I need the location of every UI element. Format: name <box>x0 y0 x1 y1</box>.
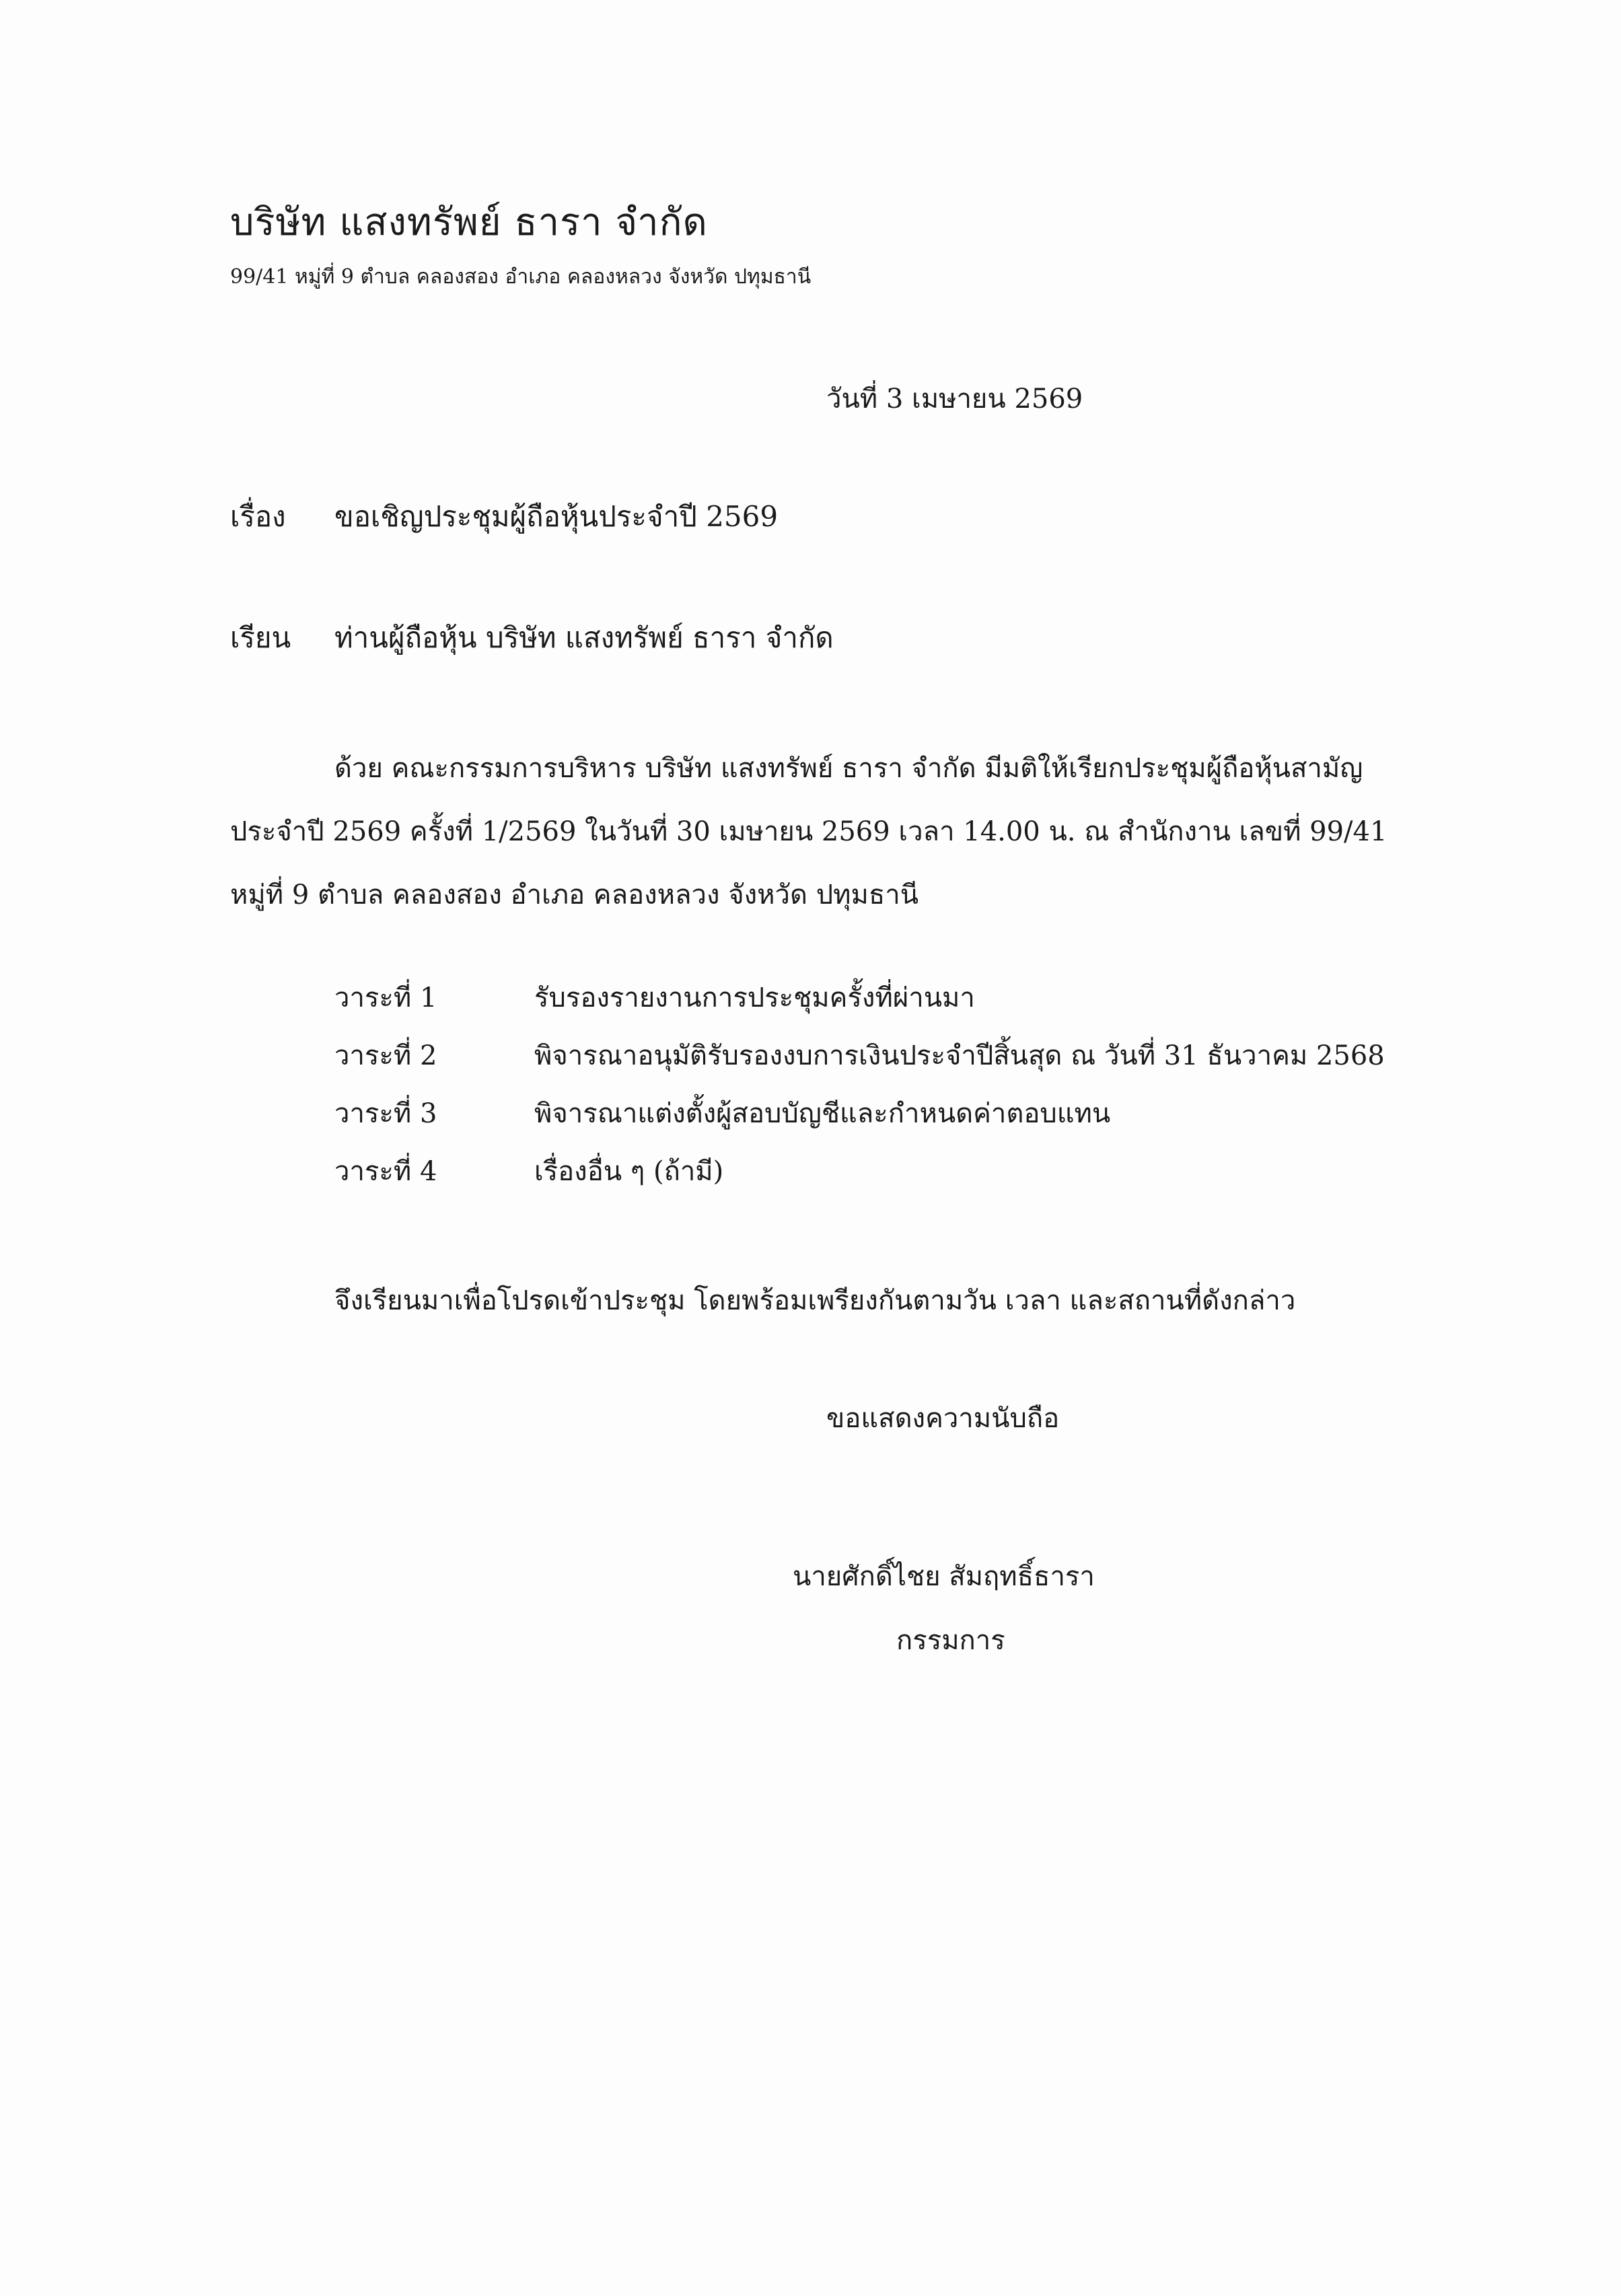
closing-paragraph: จึงเรียนมาเพื่อโปรดเข้าประชุม โดยพร้อมเพรียงกันตามวัน เวลา และสถานที่ดังกล่าว <box>334 1285 1296 1316</box>
recipient-label: เรียน <box>230 621 291 654</box>
company-name: บริษัท แสงทรัพย์ ธารา จำกัด <box>230 201 708 244</box>
complimentary-close: ขอแสดงความนับถือ <box>826 1403 1060 1434</box>
body-line: หมู่ที่ 9 ตำบล คลองสอง อำเภอ คลองหลวง จังหวัด ปทุมธานี <box>230 880 919 910</box>
signer-title: กรรมการ <box>896 1625 1005 1656</box>
agenda-item-text: เรื่องอื่น ๆ (ถ้ามี) <box>534 1156 724 1187</box>
agenda-item-text: พิจารณาแต่งตั้งผู้สอบบัญชีและกำหนดค่าตอบแทน <box>534 1098 1111 1129</box>
letter-date: วันที่ 3 เมษายน 2569 <box>826 384 1083 415</box>
agenda-item-label: วาระที่ 3 <box>334 1098 437 1129</box>
body-line: ประจำปี 2569 ครั้งที่ 1/2569 ในวันที่ 30 เมษายน 2569 เวลา 14.00 น. ณ สำนักงาน เลขที่ 99/41 <box>230 816 1388 847</box>
subject-text: ขอเชิญประชุมผู้ถือหุ้นประจำปี 2569 <box>334 500 779 533</box>
company-address: 99/41 หมู่ที่ 9 ตำบล คลองสอง อำเภอ คลองหลวง จังหวัด ปทุมธานี <box>230 265 812 289</box>
recipient-text: ท่านผู้ถือหุ้น บริษัท แสงทรัพย์ ธารา จำกัด <box>334 621 834 654</box>
body-line: ด้วย คณะกรรมการบริหาร บริษัท แสงทรัพย์ ธารา จำกัด มีมติให้เรียกประชุมผู้ถือหุ้นสามัญ <box>334 753 1363 784</box>
agenda-item-text: รับรองรายงานการประชุมครั้งที่ผ่านมา <box>534 982 975 1013</box>
signer-name: นายศักดิ์ไชย สัมฤทธิ์ธารา <box>793 1561 1095 1592</box>
agenda-item-label: วาระที่ 1 <box>334 982 437 1013</box>
agenda-item-label: วาระที่ 4 <box>334 1156 437 1187</box>
agenda-item-text: พิจารณาอนุมัติรับรองงบการเงินประจำปีสิ้นสุด ณ วันที่ 31 ธันวาคม 2568 <box>534 1040 1385 1071</box>
agenda-item-label: วาระที่ 2 <box>334 1040 437 1071</box>
body-paragraph <box>230 737 1404 927</box>
subject-label: เรื่อง <box>230 500 286 533</box>
